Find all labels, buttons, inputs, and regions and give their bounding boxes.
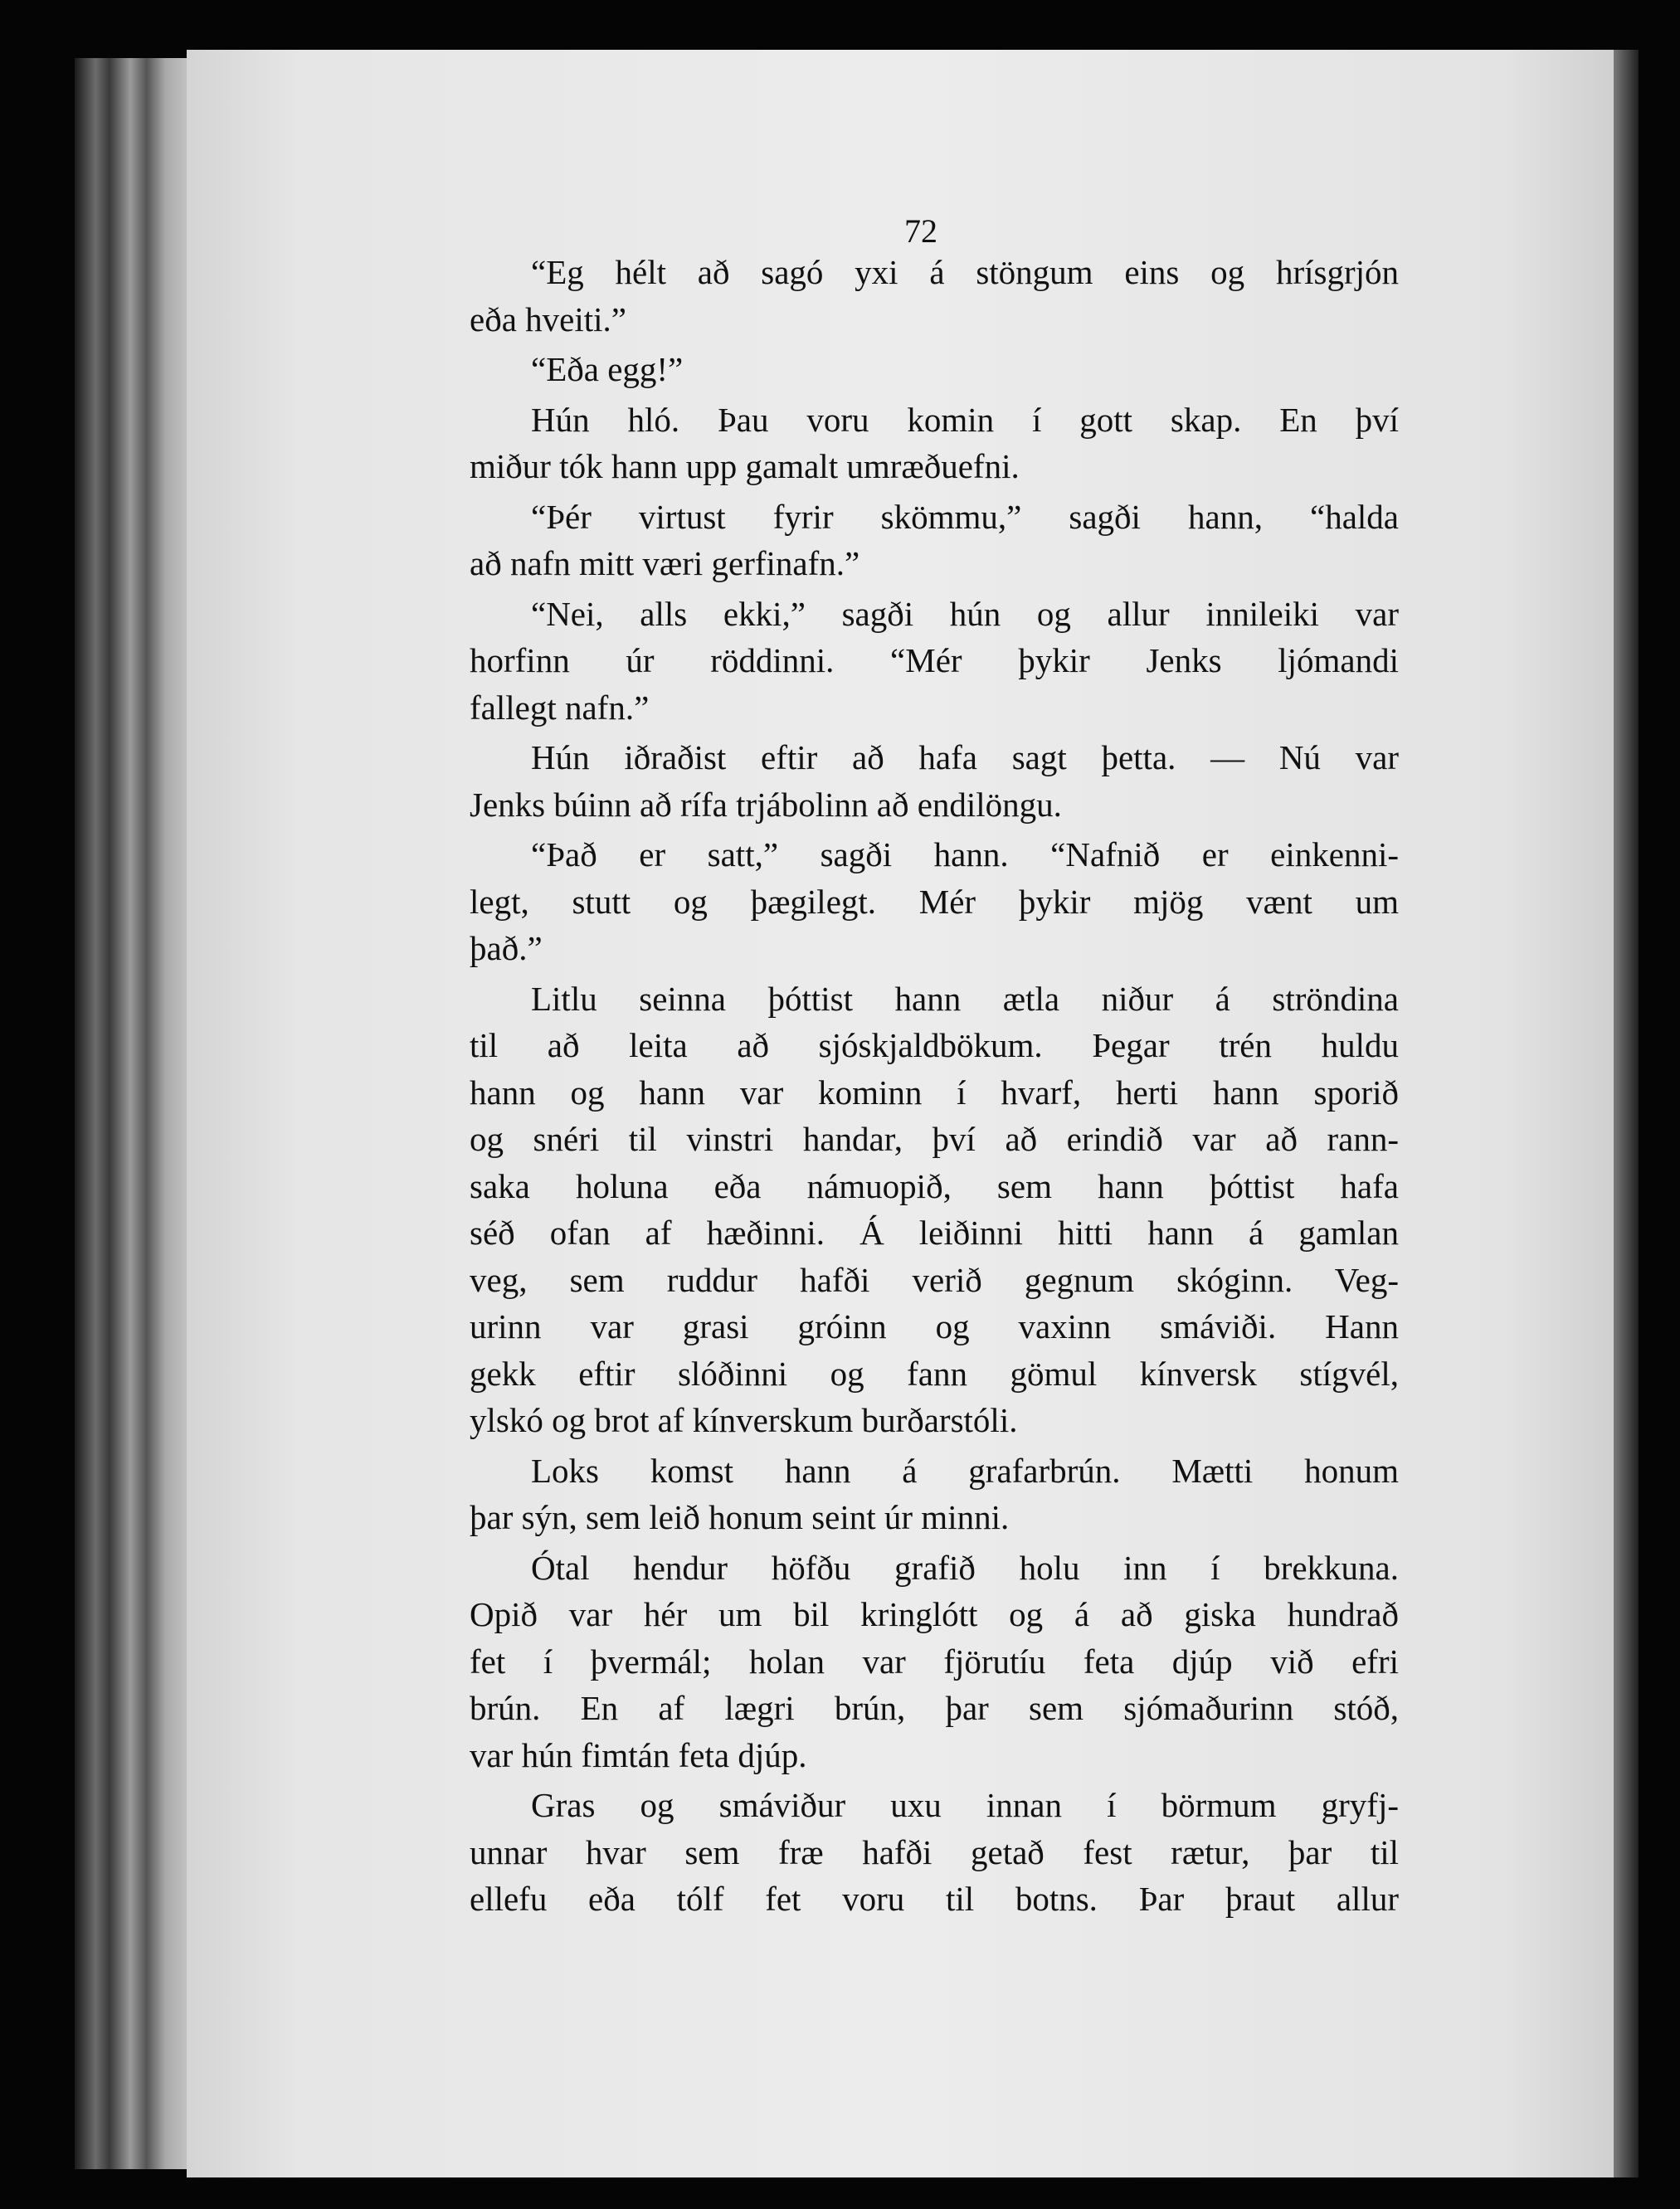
text-line: ylskó og brot af kínverskum burðarstóli. (470, 1401, 1018, 1439)
text-line: veg, sem ruddur hafði verið gegnum skóginn. Veg- (470, 1260, 1399, 1299)
text-line: það.” (470, 929, 543, 967)
text-line: fet í þvermál; holan var fjörutíu feta djúp við efri (470, 1642, 1399, 1681)
text-line: ellefu eða tólf fet voru til botns. Þar þraut allur (470, 1880, 1399, 1918)
text-line: legt, stutt og þægilegt. Mér þykir mjög vænt um (470, 882, 1399, 921)
page-number: 72 (904, 212, 937, 250)
text-line: var hún fimtán feta djúp. (470, 1735, 807, 1774)
text-line: Hún hló. Þau voru komin í gott skap. En því (531, 400, 1399, 439)
text-line: eða hveiti.” (470, 299, 626, 338)
text-line: Opið var hér um bil kringlótt og á að giska hundrað (470, 1595, 1399, 1633)
text-line: Hún iðraðist eftir að hafa sagt þetta. — Nú var (531, 738, 1399, 776)
text-line: “Þér virtust fyrir skömmu,” sagði hann, “halda (531, 497, 1399, 536)
page-right-edge (1614, 50, 1639, 2177)
book-binding-edge (75, 58, 191, 2169)
text-line: “Eða egg!” (531, 350, 684, 388)
text-line: Gras og smáviður uxu innan í börmum gryfj- (531, 1786, 1399, 1824)
text-line: “Eg hélt að sagó yxi á stöngum eins og hrísgrjón (531, 253, 1399, 291)
text-line: að nafn mitt væri gerfinafn.” (470, 544, 860, 582)
text-line: hann og hann var kominn í hvarf, herti hann sporið (470, 1073, 1399, 1112)
text-line: brún. En af lægri brún, þar sem sjómaðurinn stóð, (470, 1689, 1399, 1727)
text-line: fallegt nafn.” (470, 688, 650, 727)
text-line: Jenks búinn að rífa trjábolinn að endilöngu. (470, 785, 1062, 824)
text-line: og snéri til vinstri handar, því að erindið var að rann- (470, 1120, 1399, 1158)
body-text (470, 249, 1399, 1923)
text-line: Ótal hendur höfðu grafið holu inn í brekkuna. (531, 1548, 1399, 1587)
text-line: urinn var grasi gróinn og vaxinn smáviði. Hann (470, 1307, 1399, 1345)
text-line: Litlu seinna þóttist hann ætla niður á ströndina (531, 979, 1399, 1018)
text-line: saka holuna eða námuopið, sem hann þóttist hafa (470, 1166, 1399, 1205)
text-line: gekk eftir slóðinni og fann gömul kínversk stígvél, (470, 1354, 1399, 1393)
text-line: miður tók hann upp gamalt umræðuefni. (470, 447, 1020, 485)
text-line: “Nei, alls ekki,” sagði hún og allur innileiki var (531, 594, 1399, 633)
text-line: séð ofan af hæðinni. Á leiðinni hitti hann á gamlan (470, 1214, 1399, 1252)
text-line: til að leita að sjóskjaldbökum. Þegar trén huldu (470, 1026, 1399, 1064)
text-line: horfinn úr röddinni. “Mér þykir Jenks ljómandi (470, 641, 1399, 679)
text-line: “Það er satt,” sagði hann. “Nafnið er einkenni- (531, 835, 1399, 873)
text-line: þar sýn, sem leið honum seint úr minni. (470, 1498, 1010, 1536)
text-line: Loks komst hann á grafarbrún. Mætti honum (531, 1451, 1399, 1490)
text-line: unnar hvar sem fræ hafði getað fest rætur, þar til (470, 1832, 1399, 1871)
